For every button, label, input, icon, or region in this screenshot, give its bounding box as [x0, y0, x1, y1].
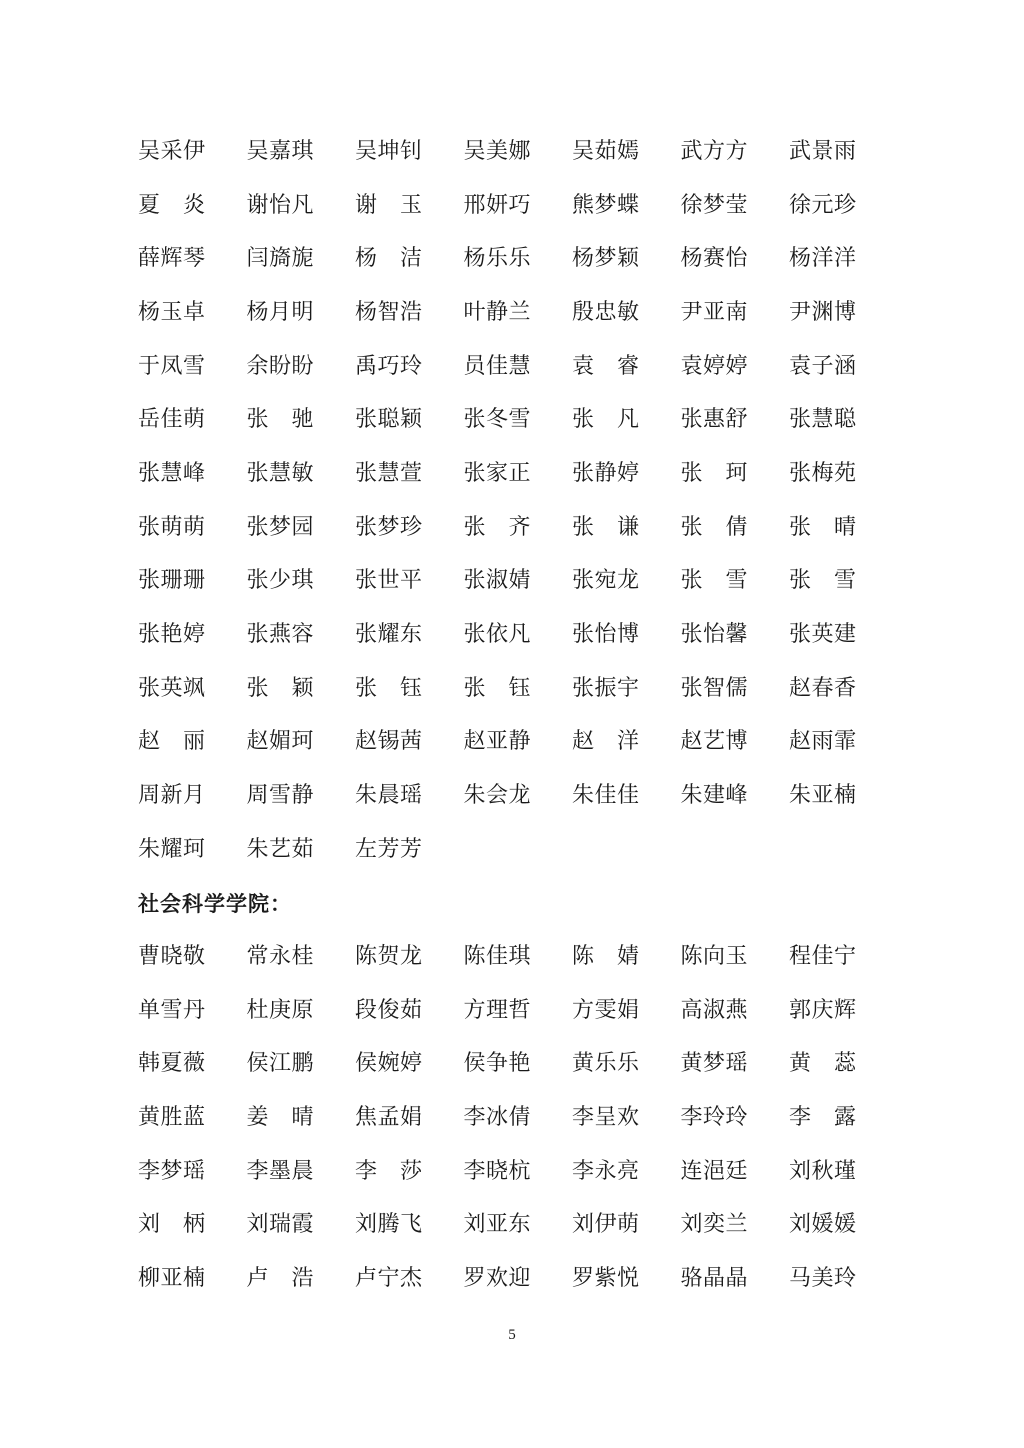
name-entry: 黄 蕊 — [789, 1051, 857, 1077]
name-entry: 侯婉婷 — [355, 1051, 423, 1077]
name-entry: 单雪丹 — [138, 997, 206, 1023]
name-entry: 韩夏薇 — [138, 1051, 206, 1077]
name-entry: 张淑婧 — [463, 568, 532, 594]
name-entry: 张振宇 — [572, 675, 640, 701]
name-entry: 李晓杭 — [463, 1158, 532, 1184]
name-entry: 曹晓敬 — [138, 943, 206, 969]
name-entry: 谢怡凡 — [246, 192, 315, 218]
name-entry: 赵 丽 — [138, 729, 206, 755]
name-entry: 夏 炎 — [138, 192, 206, 218]
name-entry: 陈向玉 — [680, 943, 749, 969]
name-entry: 张慧聪 — [789, 407, 857, 433]
name-entry: 尹亚南 — [680, 299, 749, 325]
name-entry: 赵亚静 — [463, 729, 532, 755]
name-entry: 李呈欢 — [572, 1104, 640, 1130]
name-entry: 张慧敏 — [246, 460, 315, 486]
name-entry: 黄乐乐 — [572, 1051, 640, 1077]
name-entry: 陈 婧 — [572, 943, 640, 969]
name-entry: 张 钰 — [355, 675, 423, 701]
name-entry: 刘瑞霞 — [246, 1212, 315, 1238]
name-entry: 张梦珍 — [355, 514, 423, 540]
name-entry: 张 谦 — [572, 514, 640, 540]
name-entry: 张静婷 — [572, 460, 640, 486]
name-entry: 段俊茹 — [355, 997, 423, 1023]
name-entry: 李墨晨 — [246, 1158, 315, 1184]
name-entry: 袁婷婷 — [680, 353, 749, 379]
name-entry: 朱耀珂 — [138, 836, 206, 862]
name-entry: 张耀东 — [355, 622, 423, 648]
name-entry: 张艳婷 — [138, 622, 206, 648]
name-entry: 杨梦颖 — [572, 246, 640, 272]
name-entry: 李玲玲 — [680, 1104, 749, 1130]
name-entry: 方理哲 — [463, 997, 532, 1023]
name-entry: 张梦园 — [246, 514, 315, 540]
name-entry: 徐梦莹 — [680, 192, 749, 218]
name-entry: 张 驰 — [246, 407, 315, 433]
name-entry: 武方方 — [680, 138, 749, 164]
name-entry: 张萌萌 — [138, 514, 206, 540]
name-entry: 张燕容 — [246, 622, 315, 648]
name-entry: 杨 洁 — [355, 246, 423, 272]
name-entry: 杨月明 — [246, 299, 315, 325]
name-entry: 张英飒 — [138, 675, 206, 701]
name-entry: 李 莎 — [355, 1158, 423, 1184]
name-entry: 武景雨 — [789, 138, 857, 164]
name-entry: 李永亮 — [572, 1158, 640, 1184]
name-entry: 张慧萱 — [355, 460, 423, 486]
name-entry: 张冬雪 — [463, 407, 532, 433]
name-entry: 禹巧玲 — [355, 353, 423, 379]
page-number: 5 — [508, 1327, 516, 1343]
name-entry: 朱晨瑶 — [355, 783, 423, 809]
name-entry: 尹渊博 — [789, 299, 857, 325]
name-entry: 张 晴 — [789, 514, 857, 540]
name-entry: 左芳芳 — [355, 836, 423, 862]
name-entry: 常永桂 — [246, 943, 315, 969]
name-entry: 赵艺博 — [680, 729, 749, 755]
name-entry: 张慧峰 — [138, 460, 206, 486]
name-entry: 张 雪 — [789, 568, 857, 594]
name-entry: 刘秋瑾 — [789, 1158, 857, 1184]
name-entry: 张 钰 — [463, 675, 532, 701]
name-entry: 刘奕兰 — [680, 1212, 749, 1238]
name-entry: 张宛龙 — [572, 568, 640, 594]
name-entry: 赵媚珂 — [246, 729, 315, 755]
name-entry: 杨智浩 — [355, 299, 423, 325]
name-entry: 赵春香 — [789, 675, 857, 701]
name-entry: 余盼盼 — [246, 353, 315, 379]
name-entry: 袁子涵 — [789, 353, 857, 379]
name-entry: 张依凡 — [463, 622, 532, 648]
name-entry: 张 颖 — [246, 675, 315, 701]
name-entry: 张 倩 — [680, 514, 749, 540]
name-entry: 杨赛怡 — [680, 246, 749, 272]
name-entry: 徐元珍 — [789, 192, 857, 218]
name-entry: 刘 柄 — [138, 1212, 206, 1238]
name-entry: 杨乐乐 — [463, 246, 532, 272]
name-entry: 朱艺茹 — [246, 836, 315, 862]
name-entry: 吴嘉琪 — [246, 138, 315, 164]
name-entry: 袁 睿 — [572, 353, 640, 379]
name-entry: 刘伊萌 — [572, 1212, 640, 1238]
name-entry: 张少琪 — [246, 568, 315, 594]
name-entry: 于凤雪 — [138, 353, 206, 379]
name-entry: 陈贺龙 — [355, 943, 423, 969]
name-list-social-sciences — [138, 930, 898, 1306]
name-entry: 陈佳琪 — [463, 943, 532, 969]
name-entry: 张世平 — [355, 568, 423, 594]
name-entry: 刘腾飞 — [355, 1212, 423, 1238]
name-entry: 吴茹嫣 — [572, 138, 640, 164]
name-entry: 员佳慧 — [463, 353, 532, 379]
name-entry: 张英建 — [789, 622, 857, 648]
name-entry: 罗紫悦 — [572, 1265, 640, 1291]
name-entry: 殷忠敏 — [572, 299, 640, 325]
name-entry: 罗欢迎 — [463, 1265, 532, 1291]
name-entry: 张 齐 — [463, 514, 532, 540]
name-entry: 侯江鹏 — [246, 1051, 315, 1077]
name-entry: 姜 晴 — [246, 1104, 315, 1130]
name-entry: 邢妍巧 — [463, 192, 532, 218]
name-entry: 张 珂 — [680, 460, 749, 486]
name-entry: 赵 洋 — [572, 729, 640, 755]
name-entry: 李冰倩 — [463, 1104, 532, 1130]
name-entry: 杨洋洋 — [789, 246, 857, 272]
name-entry: 张聪颖 — [355, 407, 423, 433]
name-entry: 方雯娟 — [572, 997, 640, 1023]
name-entry: 程佳宁 — [789, 943, 857, 969]
name-entry: 张智儒 — [680, 675, 749, 701]
name-entry: 张怡馨 — [680, 622, 749, 648]
name-entry: 吴美娜 — [463, 138, 532, 164]
name-entry: 刘亚东 — [463, 1212, 532, 1238]
name-entry: 柳亚楠 — [138, 1265, 206, 1291]
name-entry: 吴采伊 — [138, 138, 206, 164]
name-entry: 谢 玉 — [355, 192, 423, 218]
name-entry: 卢 浩 — [246, 1265, 315, 1291]
name-entry: 吴坤钊 — [355, 138, 423, 164]
name-entry: 马美玲 — [789, 1265, 857, 1291]
name-entry: 周雪静 — [246, 783, 315, 809]
name-entry: 李梦瑶 — [138, 1158, 206, 1184]
name-entry: 张家正 — [463, 460, 532, 486]
name-entry: 熊梦蝶 — [572, 192, 640, 218]
name-entry: 张 凡 — [572, 407, 640, 433]
name-entry: 黄胜蓝 — [138, 1104, 206, 1130]
name-entry: 黄梦瑶 — [680, 1051, 749, 1077]
name-entry: 薛辉琴 — [138, 246, 206, 272]
name-entry: 闫旖旎 — [246, 246, 315, 272]
name-entry: 赵雨霏 — [789, 729, 857, 755]
section-heading-social-sciences: 社会科学学院： — [138, 892, 292, 916]
name-entry: 朱亚楠 — [789, 783, 857, 809]
name-entry: 杨玉卓 — [138, 299, 206, 325]
name-entry: 岳佳萌 — [138, 407, 206, 433]
name-entry: 周新月 — [138, 783, 206, 809]
name-entry: 郭庆辉 — [789, 997, 857, 1023]
name-entry: 张 雪 — [680, 568, 749, 594]
name-entry: 赵锡茜 — [355, 729, 423, 755]
name-entry: 李 露 — [789, 1104, 857, 1130]
name-entry: 连浥廷 — [680, 1158, 749, 1184]
name-entry: 刘媛媛 — [789, 1212, 857, 1238]
name-list-continued — [138, 125, 898, 877]
name-entry: 张梅苑 — [789, 460, 857, 486]
name-entry: 朱佳佳 — [572, 783, 640, 809]
name-entry: 卢宁杰 — [355, 1265, 423, 1291]
name-entry: 高淑燕 — [680, 997, 749, 1023]
name-entry: 焦孟娟 — [355, 1104, 423, 1130]
name-entry: 张怡博 — [572, 622, 640, 648]
name-entry: 骆晶晶 — [680, 1265, 749, 1291]
name-entry: 张惠舒 — [680, 407, 749, 433]
name-entry: 杜庚原 — [246, 997, 315, 1023]
name-entry: 朱建峰 — [680, 783, 749, 809]
name-entry: 叶静兰 — [463, 299, 532, 325]
name-entry: 张珊珊 — [138, 568, 206, 594]
name-entry: 侯争艳 — [463, 1051, 532, 1077]
name-entry: 朱会龙 — [463, 783, 532, 809]
